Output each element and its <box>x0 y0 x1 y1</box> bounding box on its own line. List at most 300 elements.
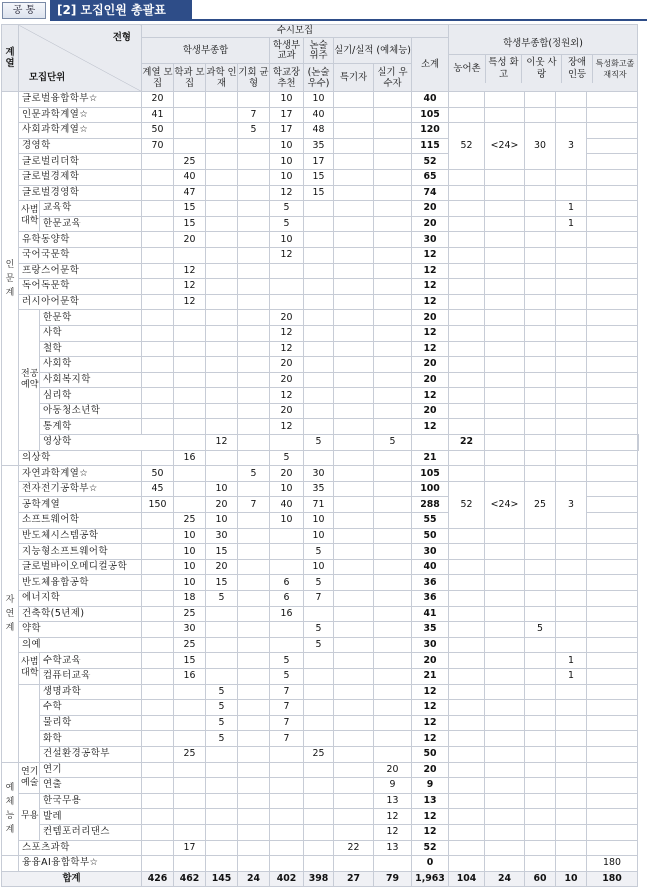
table-row <box>2 559 639 575</box>
value-cell: 10 <box>174 528 206 544</box>
value-cell <box>334 403 374 419</box>
value-cell <box>556 637 587 653</box>
value-cell: 12 <box>270 388 304 404</box>
value-cell <box>142 793 174 809</box>
table-row <box>2 247 639 263</box>
value-cell <box>449 840 485 856</box>
unit-name: 컴퓨터교육 <box>40 668 142 684</box>
value-cell <box>374 310 412 326</box>
total-label: 합계 <box>2 871 142 887</box>
unit-name: 한국무용 <box>40 793 142 809</box>
value-cell: 12 <box>412 419 449 435</box>
value-cell <box>142 778 174 794</box>
unit-name: 글로벌경제학 <box>19 169 142 185</box>
value-cell <box>525 559 556 575</box>
value-cell <box>449 247 485 263</box>
value-cell: 20 <box>412 653 449 669</box>
value-cell: 10 <box>304 92 334 108</box>
value-cell: 10 <box>270 513 304 529</box>
unit-name: 수학교육 <box>40 653 142 669</box>
value-cell <box>238 138 270 154</box>
unit-name: 글로벌바이오메디컬공학 <box>19 559 142 575</box>
value-cell <box>304 201 334 217</box>
col-gyeyeol: 계열 <box>2 25 19 92</box>
value-cell <box>206 668 238 684</box>
value-cell: 20 <box>174 232 206 248</box>
table-row <box>2 481 639 497</box>
total-value: 79 <box>374 871 412 887</box>
value-cell: 20 <box>270 357 304 373</box>
unit-name: 발레 <box>40 809 142 825</box>
value-cell <box>334 637 374 653</box>
value-cell <box>556 856 587 872</box>
value-cell <box>174 466 206 482</box>
value-cell <box>174 123 206 139</box>
value-cell <box>587 92 638 108</box>
value-cell <box>174 325 206 341</box>
value-cell: 15 <box>174 653 206 669</box>
value-cell <box>142 746 174 762</box>
unit-name: 반도체융합공학 <box>19 575 142 591</box>
value-cell: 17 <box>174 840 206 856</box>
unit-name: 러시아어문학 <box>19 294 142 310</box>
value-cell <box>142 325 174 341</box>
value-cell: 0 <box>412 856 449 872</box>
unit-name: 건축학(5년제) <box>19 606 142 622</box>
value-cell <box>485 559 525 575</box>
total-value: 10 <box>556 871 587 887</box>
value-cell <box>449 715 485 731</box>
value-cell <box>485 575 525 591</box>
value-cell: 20 <box>270 466 304 482</box>
value-cell <box>334 715 374 731</box>
value-cell <box>485 450 525 466</box>
value-cell <box>142 591 174 607</box>
table-row <box>2 263 639 279</box>
value-cell <box>485 435 525 451</box>
value-cell <box>556 746 587 762</box>
value-cell <box>587 466 638 482</box>
value-cell: 40 <box>412 559 449 575</box>
value-cell: 20 <box>270 310 304 326</box>
value-cell <box>556 809 587 825</box>
value-cell <box>587 840 638 856</box>
value-cell: 5 <box>270 668 304 684</box>
value-cell <box>174 372 206 388</box>
value-cell <box>587 746 638 762</box>
value-cell <box>587 372 638 388</box>
value-cell <box>525 668 556 684</box>
value-cell <box>142 809 174 825</box>
value-cell <box>587 778 638 794</box>
value-cell <box>587 263 638 279</box>
value-cell <box>142 622 174 638</box>
col-nonsul-usu: (논술 우수) <box>304 64 334 92</box>
value-cell <box>142 544 174 560</box>
value-cell <box>525 544 556 560</box>
value-cell <box>374 528 412 544</box>
value-cell: 25 <box>304 746 334 762</box>
table-row <box>2 388 639 404</box>
value-cell: 40 <box>270 497 304 513</box>
value-cell <box>374 201 412 217</box>
value-cell <box>334 325 374 341</box>
value-cell <box>206 169 238 185</box>
value-cell <box>449 778 485 794</box>
value-cell <box>174 92 206 108</box>
value-cell: 12 <box>270 247 304 263</box>
value-cell <box>304 824 334 840</box>
value-cell: 25 <box>174 746 206 762</box>
value-cell <box>485 622 525 638</box>
value-cell: 5 <box>525 622 556 638</box>
value-cell: 5 <box>304 544 334 560</box>
unit-name: 건설환경공학부 <box>40 746 142 762</box>
value-cell <box>270 793 304 809</box>
subgroup-cell: 전공예약 <box>19 310 40 450</box>
value-cell <box>142 279 174 295</box>
value-cell: 10 <box>270 232 304 248</box>
value-cell <box>525 325 556 341</box>
value-cell <box>485 715 525 731</box>
value-cell: 40 <box>412 92 449 108</box>
value-cell <box>270 809 304 825</box>
value-cell <box>304 606 334 622</box>
value-cell: 5 <box>238 123 270 139</box>
value-cell <box>334 793 374 809</box>
value-cell <box>525 809 556 825</box>
value-cell: 7 <box>238 107 270 123</box>
table-row <box>2 123 639 139</box>
value-cell <box>587 294 638 310</box>
value-cell <box>587 731 638 747</box>
value-cell <box>485 263 525 279</box>
value-cell <box>142 840 174 856</box>
value-cell <box>374 325 412 341</box>
value-cell <box>206 216 238 232</box>
value-cell <box>525 840 556 856</box>
value-cell <box>525 169 556 185</box>
value-cell <box>304 684 334 700</box>
value-cell <box>587 201 638 217</box>
table-row <box>2 325 639 341</box>
value-cell: 30 <box>174 622 206 638</box>
col-jeonhyeong: 전형 <box>112 32 131 43</box>
unit-name: 교육학 <box>40 201 142 217</box>
table-row <box>2 793 639 809</box>
value-cell <box>587 637 638 653</box>
value-cell: 15 <box>206 544 238 560</box>
value-cell <box>304 731 334 747</box>
value-cell <box>334 668 374 684</box>
unit-name: 아동청소년학 <box>40 403 142 419</box>
value-cell: 6 <box>270 591 304 607</box>
value-cell: 25 <box>525 481 556 528</box>
value-cell: 10 <box>270 154 304 170</box>
table-row <box>2 232 639 248</box>
value-cell <box>206 762 238 778</box>
table-row <box>2 466 639 482</box>
value-cell <box>556 778 587 794</box>
unit-name: 한문교육 <box>40 216 142 232</box>
value-cell <box>587 279 638 295</box>
value-cell: 10 <box>206 481 238 497</box>
value-cell: 22 <box>334 840 374 856</box>
value-cell: 9 <box>374 778 412 794</box>
table-row <box>2 403 639 419</box>
value-cell: 7 <box>304 591 334 607</box>
value-cell: 12 <box>412 263 449 279</box>
table-row <box>2 544 639 560</box>
value-cell <box>174 107 206 123</box>
value-cell <box>485 357 525 373</box>
value-cell: 12 <box>412 341 449 357</box>
unit-name: 글로벌융합학부☆ <box>19 92 142 108</box>
value-cell: 12 <box>174 279 206 295</box>
value-cell <box>206 419 238 435</box>
value-cell <box>587 591 638 607</box>
value-cell: 5 <box>206 700 238 716</box>
value-cell <box>206 247 238 263</box>
value-cell <box>525 591 556 607</box>
value-cell <box>485 856 525 872</box>
value-cell <box>556 169 587 185</box>
col-gwahak: 과학 인재 <box>206 64 238 92</box>
col-hakjong: 학생부종합 <box>142 38 270 64</box>
value-cell <box>525 778 556 794</box>
title-bar <box>0 0 647 21</box>
value-cell <box>556 325 587 341</box>
section-badge: 공 통 <box>2 2 46 19</box>
value-cell <box>334 169 374 185</box>
value-cell <box>334 263 374 279</box>
value-cell <box>485 528 525 544</box>
value-cell <box>238 263 270 279</box>
value-cell <box>206 856 238 872</box>
value-cell <box>525 653 556 669</box>
value-cell <box>556 793 587 809</box>
value-cell <box>449 528 485 544</box>
value-cell <box>304 715 334 731</box>
value-cell <box>238 824 270 840</box>
value-cell <box>525 185 556 201</box>
value-cell <box>525 528 556 544</box>
value-cell <box>270 746 304 762</box>
value-cell <box>525 575 556 591</box>
value-cell <box>374 731 412 747</box>
value-cell <box>525 637 556 653</box>
value-cell <box>206 92 238 108</box>
value-cell: 5 <box>206 715 238 731</box>
total-value: 24 <box>238 871 270 887</box>
value-cell: 288 <box>412 497 449 513</box>
value-cell <box>238 856 270 872</box>
value-cell <box>238 279 270 295</box>
table-row <box>2 715 639 731</box>
value-cell: 10 <box>270 481 304 497</box>
value-cell <box>238 544 270 560</box>
value-cell <box>374 700 412 716</box>
title-underline <box>192 19 647 21</box>
col-silgi-usu: 실기 우수자 <box>374 64 412 92</box>
value-cell <box>556 92 587 108</box>
value-cell <box>525 762 556 778</box>
unit-name: 전자전기공학부☆ <box>19 481 142 497</box>
value-cell <box>374 481 412 497</box>
value-cell <box>525 279 556 295</box>
subgroup-cell: 무용 <box>19 793 40 840</box>
value-cell <box>638 435 639 451</box>
value-cell <box>238 840 270 856</box>
value-cell <box>238 92 270 108</box>
value-cell <box>485 746 525 762</box>
value-cell <box>206 154 238 170</box>
value-cell <box>174 481 206 497</box>
value-cell <box>334 606 374 622</box>
value-cell <box>449 450 485 466</box>
unit-name: 컨템포러리댄스 <box>40 824 142 840</box>
value-cell <box>334 247 374 263</box>
value-cell <box>449 263 485 279</box>
value-cell <box>238 622 270 638</box>
value-cell <box>334 435 374 451</box>
value-cell: 5 <box>270 216 304 232</box>
section-title: [2] 모집인원 총괄표 <box>50 0 192 21</box>
unit-name: 공학계열 <box>19 497 142 513</box>
value-cell: 1 <box>556 216 587 232</box>
value-cell <box>304 700 334 716</box>
col-jeongwon-wrap <box>449 25 638 92</box>
value-cell <box>238 668 270 684</box>
value-cell <box>525 419 556 435</box>
col-nongeochon: 농어촌 <box>449 55 486 83</box>
value-cell <box>485 840 525 856</box>
value-cell <box>485 731 525 747</box>
value-cell <box>206 840 238 856</box>
value-cell: 115 <box>412 138 449 154</box>
value-cell: 150 <box>142 497 174 513</box>
value-cell <box>587 403 638 419</box>
unit-name: 지능형소프트웨어학 <box>19 544 142 560</box>
table-row <box>2 653 639 669</box>
value-cell <box>449 793 485 809</box>
value-cell <box>525 403 556 419</box>
value-cell: 12 <box>412 700 449 716</box>
value-cell <box>174 824 206 840</box>
value-cell: 30 <box>304 466 334 482</box>
value-cell: 48 <box>304 123 334 139</box>
col-hakgyojang: 학교장 추천 <box>270 64 304 92</box>
value-cell: 10 <box>270 92 304 108</box>
value-cell <box>485 185 525 201</box>
value-cell: 20 <box>206 497 238 513</box>
value-cell <box>142 154 174 170</box>
unit-name: 경영학 <box>19 138 142 154</box>
value-cell: 20 <box>412 357 449 373</box>
value-cell: 70 <box>142 138 174 154</box>
value-cell <box>556 310 587 326</box>
col-gyeyeol-moji: 계열 모집 <box>142 64 174 92</box>
value-cell <box>449 279 485 295</box>
subgroup-cell: 연기예술 <box>19 762 40 793</box>
value-cell <box>334 466 374 482</box>
value-cell <box>334 622 374 638</box>
value-cell <box>485 92 525 108</box>
unit-name: 사회과학계열☆ <box>19 123 142 139</box>
value-cell <box>374 606 412 622</box>
table-row <box>2 216 639 232</box>
value-cell <box>334 497 374 513</box>
col-teukgija: 특기자 <box>334 64 374 92</box>
value-cell <box>485 325 525 341</box>
value-cell <box>449 856 485 872</box>
table-row <box>2 435 639 451</box>
table-row <box>2 169 639 185</box>
value-cell: 52 <box>449 123 485 170</box>
value-cell <box>556 294 587 310</box>
value-cell: 36 <box>412 591 449 607</box>
value-cell: 10 <box>304 559 334 575</box>
value-cell <box>587 513 638 529</box>
value-cell <box>304 419 334 435</box>
value-cell <box>334 856 374 872</box>
value-cell <box>449 388 485 404</box>
value-cell <box>374 216 412 232</box>
value-cell: 10 <box>174 544 206 560</box>
value-cell <box>525 824 556 840</box>
value-cell <box>587 715 638 731</box>
value-cell <box>334 232 374 248</box>
value-cell <box>174 247 206 263</box>
unit-name: 국어국문학 <box>19 247 142 263</box>
value-cell: 5 <box>206 591 238 607</box>
value-cell <box>334 310 374 326</box>
value-cell: 18 <box>174 591 206 607</box>
value-cell: 12 <box>412 388 449 404</box>
value-cell <box>304 668 334 684</box>
value-cell <box>556 824 587 840</box>
value-cell: 16 <box>174 450 206 466</box>
value-cell <box>206 793 238 809</box>
value-cell: 10 <box>270 138 304 154</box>
value-cell <box>374 653 412 669</box>
value-cell <box>238 169 270 185</box>
table-row <box>2 731 639 747</box>
value-cell <box>556 279 587 295</box>
unit-name: 철학 <box>40 341 142 357</box>
value-cell <box>174 762 206 778</box>
value-cell <box>587 310 638 326</box>
value-cell: 20 <box>270 403 304 419</box>
value-cell: 30 <box>412 544 449 560</box>
value-cell: 1 <box>556 653 587 669</box>
value-cell: 21 <box>412 450 449 466</box>
value-cell: <24> <box>485 123 525 170</box>
value-cell: 12 <box>374 824 412 840</box>
value-cell <box>485 824 525 840</box>
table-row <box>2 778 639 794</box>
total-value: 60 <box>525 871 556 887</box>
value-cell <box>304 856 334 872</box>
value-cell <box>449 216 485 232</box>
value-cell <box>238 325 270 341</box>
value-cell <box>304 310 334 326</box>
value-cell <box>587 793 638 809</box>
table-row <box>2 528 639 544</box>
value-cell <box>238 513 270 529</box>
value-cell <box>374 466 412 482</box>
value-cell <box>238 559 270 575</box>
